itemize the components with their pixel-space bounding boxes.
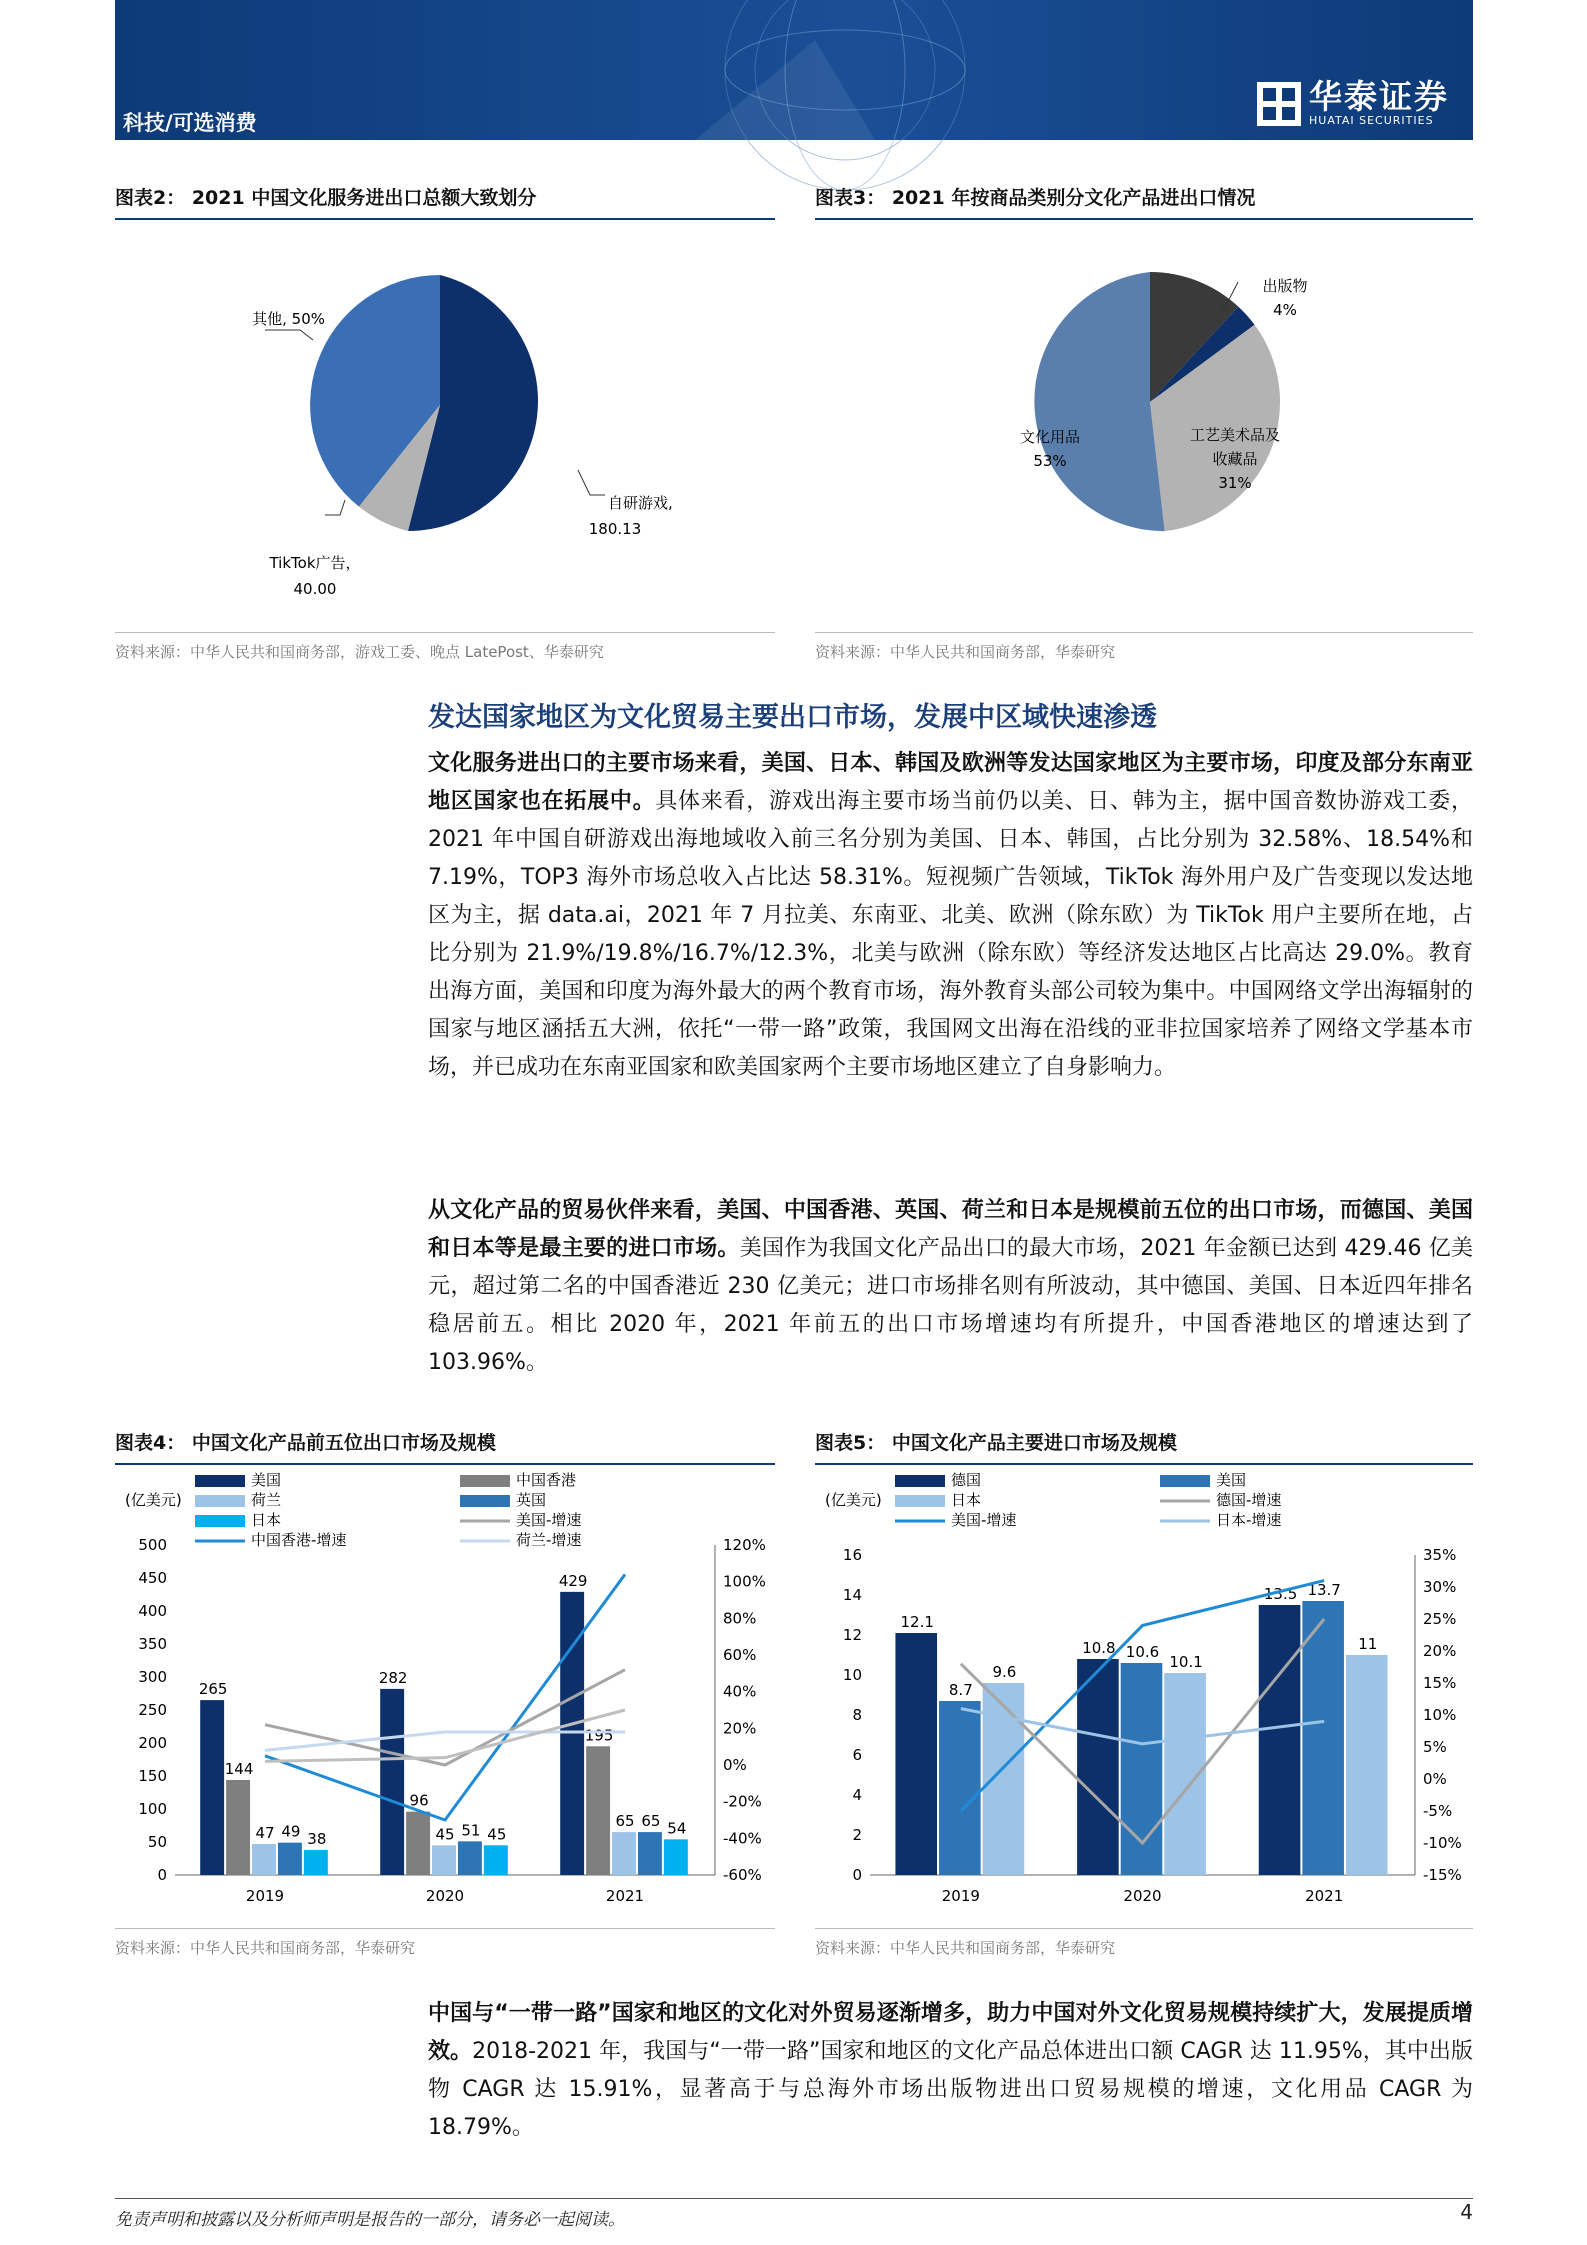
fig5-left-tick: 0 xyxy=(852,1866,862,1884)
paragraph-2-text: 美国作为我国文化产品出口的最大市场，2021 年金额已达到 429.46 亿美元，超过第二名的中国香港近 230 亿美元；进口市场排名则有所波动，其中德国、美国、日本近四年排名稳居前五。相比 2020 年，2021 年前五的出口市场增速均有所提升，中国香港地区的增速达到了 103.96%。 xyxy=(428,1236,1473,1375)
fig3-pct-crafts: 31% xyxy=(1218,474,1252,492)
fig5-right-tick: 20% xyxy=(1423,1642,1457,1660)
fig4-left-tick: 150 xyxy=(138,1767,167,1785)
fig4-bar-label: 144 xyxy=(224,1759,254,1778)
paragraph-3-bold: 中国与“一带一路”国家和地区的文化对外贸易逐渐增多，助力中国对外文化贸易规模持续扩大，发展提质增效。 xyxy=(428,2001,1473,2064)
huatai-logo xyxy=(1257,77,1449,127)
fig2-label-tiktok: TikTok广告， xyxy=(269,554,361,572)
fig3-slice-supplies xyxy=(1034,272,1164,531)
fig5-right-tick: 10% xyxy=(1423,1706,1457,1724)
paragraph-2 xyxy=(428,1192,1473,1382)
fig5-bar-label: 13.7 xyxy=(1307,1581,1341,1599)
fig5-legend-swatch xyxy=(1160,1475,1210,1487)
fig4-bar xyxy=(406,1812,430,1875)
fig4-bar xyxy=(278,1843,302,1875)
fig5-legend-swatch xyxy=(895,1495,945,1507)
paragraph-3 xyxy=(428,1995,1473,2147)
fig4-right-tick: -20% xyxy=(723,1792,762,1811)
fig4-bar-label: 65 xyxy=(641,1812,661,1831)
fig4-bar-label: 49 xyxy=(281,1822,301,1841)
fig4-unit: (亿美元) xyxy=(125,1491,182,1509)
fig2-source: 资料来源：中华人民共和国商务部，游戏工委、晚点 LatePost、华泰研究 xyxy=(115,632,775,662)
fig5-bar-label: 12.1 xyxy=(900,1613,934,1631)
page-number: 4 xyxy=(1460,2200,1473,2224)
fig4-bar-label: 38 xyxy=(307,1829,327,1848)
fig4-left-tick: 350 xyxy=(138,1635,167,1653)
fig5-right-tick: -5% xyxy=(1423,1802,1453,1820)
fig4-bar-label: 429 xyxy=(558,1571,588,1590)
fig4-bar xyxy=(638,1832,662,1875)
fig4-legend-swatch xyxy=(195,1495,245,1507)
fig3-source: 资料来源：中华人民共和国商务部，华泰研究 xyxy=(815,632,1473,662)
fig5-right-tick: 35% xyxy=(1423,1546,1457,1564)
fig4-legend-swatch xyxy=(195,1475,245,1487)
fig4-right-tick: 80% xyxy=(723,1609,757,1628)
fig4-bar xyxy=(612,1832,636,1875)
fig4-category-label: 2020 xyxy=(425,1887,465,1905)
fig5-left-tick: 16 xyxy=(842,1546,862,1564)
fig5-legend-label: 日本-增速 xyxy=(1216,1511,1282,1529)
fig4-legend-label: 英国 xyxy=(516,1491,547,1509)
fig4-bar xyxy=(380,1689,404,1875)
fig4-bar xyxy=(226,1780,250,1875)
fig5-bar xyxy=(895,1633,937,1875)
fig2-value-tiktok: 40.00 xyxy=(293,580,337,598)
fig4-bar xyxy=(252,1844,276,1875)
fig5-legend-label: 德国 xyxy=(951,1471,982,1489)
fig4-bar xyxy=(484,1845,508,1875)
fig4-left-tick: 400 xyxy=(138,1602,167,1620)
fig4-legend-label: 美国-增速 xyxy=(516,1511,582,1529)
paragraph-2-bold: 从文化产品的贸易伙伴来看，美国、中国香港、英国、荷兰和日本是规模前五位的出口市场，而德国、美国和日本等是最主要的进口市场。 xyxy=(428,1198,1473,1261)
fig4-category-label: 2019 xyxy=(245,1887,285,1905)
fig5-bar-label: 10.1 xyxy=(1169,1653,1203,1671)
fig5-category-label: 2020 xyxy=(1123,1887,1162,1905)
fig3-label-crafts: 工艺美术品及 xyxy=(1189,426,1281,444)
fig4-bar xyxy=(458,1841,482,1875)
fig4-bar-label: 47 xyxy=(255,1823,275,1842)
logo-mark-icon xyxy=(1257,82,1301,126)
fig5-left-tick: 6 xyxy=(852,1746,862,1764)
fig5-unit: (亿美元) xyxy=(825,1491,882,1509)
section-title: 发达国家地区为文化贸易主要出口市场，发展中区域快速渗透 xyxy=(428,702,1157,733)
fig5-left-tick: 14 xyxy=(842,1586,862,1604)
sector-label: 科技/可选消费 xyxy=(123,111,257,135)
fig4-bar-label: 45 xyxy=(487,1825,507,1844)
fig4-right-tick: 40% xyxy=(723,1682,757,1701)
fig4-bar-label: 54 xyxy=(667,1819,687,1838)
fig2-title: 图表2： 2021 中国文化服务进出口总额大致划分 xyxy=(115,183,775,220)
fig4-bar-label: 195 xyxy=(584,1726,614,1745)
fig4-right-tick: 120% xyxy=(723,1536,766,1554)
footer-disclaimer: 免责声明和披露以及分析师声明是报告的一部分，请务必一起阅读。 xyxy=(115,2198,1473,2230)
fig5-combo-chart xyxy=(815,1465,1473,1905)
fig4-source: 资料来源：中华人民共和国商务部，华泰研究 xyxy=(115,1928,775,1958)
fig5-legend-label: 德国-增速 xyxy=(1216,1491,1282,1509)
fig5-bar xyxy=(1259,1605,1301,1875)
fig5-bar xyxy=(939,1701,981,1875)
logo-cn: 华泰证券 xyxy=(1309,77,1449,116)
fig4-legend-swatch xyxy=(460,1495,510,1507)
fig5-bar xyxy=(1346,1655,1388,1875)
fig5-source: 资料来源：中华人民共和国商务部，华泰研究 xyxy=(815,1928,1473,1958)
fig4-legend-label: 荷兰-增速 xyxy=(516,1531,582,1549)
fig4-bar xyxy=(586,1746,610,1875)
fig4-bar-label: 51 xyxy=(461,1821,481,1840)
fig4-legend-label: 荷兰 xyxy=(251,1491,282,1509)
fig5-left-tick: 10 xyxy=(842,1666,862,1684)
fig4-bar-label: 282 xyxy=(378,1668,408,1687)
logo-en: HUATAI SECURITIES xyxy=(1309,114,1434,127)
fig5-right-tick: -15% xyxy=(1423,1866,1462,1884)
fig5-bar xyxy=(983,1683,1025,1875)
fig5-category-label: 2021 xyxy=(1305,1887,1344,1905)
fig4-right-tick: 100% xyxy=(723,1572,766,1591)
page-header xyxy=(115,0,1473,140)
fig5-left-tick: 4 xyxy=(852,1786,862,1804)
fig5-bar-label: 9.6 xyxy=(992,1663,1017,1681)
fig4-right-tick: 20% xyxy=(723,1719,757,1738)
fig3-pct-supplies: 53% xyxy=(1033,452,1067,470)
paragraph-1-bold: 文化服务进出口的主要市场来看，美国、日本、韩国及欧洲等发达国家地区为主要市场，印度及部分东南亚地区国家也在拓展中。 xyxy=(428,751,1473,814)
fig5-right-tick: 30% xyxy=(1423,1578,1457,1596)
fig2-value-games: 180.13 xyxy=(588,520,642,538)
fig5-left-tick: 2 xyxy=(852,1826,862,1844)
fig4-left-tick: 450 xyxy=(138,1569,167,1587)
paragraph-1-text: 具体来看，游戏出海主要市场当前仍以美、日、韩为主，据中国音数协游戏工委，2021 年中国自研游戏出海地域收入前三名分别为美国、日本、韩国，占比分别为 32.58%、18.54%和 7.19%，TOP3 海外市场总收入占比达 58.31%。短视频广告领域，TikTok 海外用户及广告变现以发达地区为主，据 data.ai，2021 年 7 月拉美、东南亚、北美、欧洲（除东欧）为 TikTok 用户主要所在地，占比分别为 21.9%/19.8%/16.7%/12.3%，北美与欧洲（除东欧）等经济发达地区占比高达 29.0%。教育出海方面，美国和印度为海外最大的两个教育市场，海外教育头部公司较为集中。中国网络文学出海辐射的国家与地区涵括五大洲，依托“一带一路”政策，我国网文出海在沿线的亚非拉国家培养了网络文学基本市场，并已成功在东南亚国家和欧美国家两个主要市场地区建立了自身影响力。 xyxy=(428,789,1473,1080)
fig5-category-label: 2019 xyxy=(941,1887,980,1905)
fig5-legend-label: 美国-增速 xyxy=(951,1511,1017,1529)
fig4-category-label: 2021 xyxy=(605,1887,645,1905)
fig4-right-tick: -60% xyxy=(723,1866,762,1884)
fig5-right-tick: 5% xyxy=(1423,1738,1447,1756)
fig5-bar xyxy=(1077,1659,1119,1875)
fig5-legend-swatch xyxy=(895,1475,945,1487)
fig4-legend-swatch xyxy=(460,1475,510,1487)
fig4-bar xyxy=(304,1850,328,1875)
fig5-right-tick: -10% xyxy=(1423,1834,1462,1852)
fig4-bar xyxy=(200,1700,224,1875)
fig5-left-tick: 8 xyxy=(852,1706,862,1724)
fig3-pct-publications: 4% xyxy=(1273,301,1297,319)
fig4-right-tick: -40% xyxy=(723,1829,762,1848)
fig5-bar-label: 8.7 xyxy=(948,1681,973,1699)
fig5-title: 图表5： 中国文化产品主要进口市场及规模 xyxy=(815,1428,1473,1465)
fig5-bar xyxy=(1302,1601,1344,1875)
fig4-left-tick: 500 xyxy=(138,1536,167,1554)
fig5-legend-label: 美国 xyxy=(1216,1471,1247,1489)
fig3-label-publications: 出版物 xyxy=(1262,277,1308,295)
fig4-left-tick: 0 xyxy=(157,1866,167,1884)
fig5-legend-label: 日本 xyxy=(951,1491,982,1509)
fig5-bar-label: 13.5 xyxy=(1263,1585,1298,1603)
fig3-pie-chart xyxy=(815,220,1473,625)
fig3-title: 图表3： 2021 年按商品类别分文化产品进出口情况 xyxy=(815,183,1473,220)
fig4-right-tick: 60% xyxy=(723,1646,757,1664)
fig4-bar-label: 265 xyxy=(198,1680,228,1699)
fig5-right-tick: 0% xyxy=(1423,1770,1447,1788)
fig2-pie-chart xyxy=(115,220,775,625)
fig5-right-tick: 25% xyxy=(1423,1610,1457,1628)
fig5-bar-label: 10.6 xyxy=(1125,1643,1160,1661)
fig4-legend-label: 美国 xyxy=(251,1471,282,1489)
fig4-left-tick: 250 xyxy=(138,1701,167,1719)
fig4-legend-swatch xyxy=(195,1515,245,1527)
fig3-label-crafts-2: 收藏品 xyxy=(1212,450,1258,468)
fig4-bar-label: 45 xyxy=(435,1825,455,1844)
fig4-bar xyxy=(432,1845,456,1875)
paragraph-3-text: 2018-2021 年，我国与“一带一路”国家和地区的文化产品总体进出口额 CAGR 达 11.95%，其中出版物 CAGR 达 15.91%，显著高于与总海外市场出版物进出口贸易规模的增速，文化用品 CAGR 为 18.79%。 xyxy=(428,2039,1473,2140)
fig4-legend-label: 日本 xyxy=(251,1511,282,1529)
fig5-right-tick: 15% xyxy=(1423,1674,1457,1692)
fig4-left-tick: 50 xyxy=(147,1833,167,1851)
paragraph-1 xyxy=(428,745,1473,1087)
fig4-title: 图表4： 中国文化产品前五位出口市场及规模 xyxy=(115,1428,775,1465)
fig2-label-games: 自研游戏, xyxy=(608,494,673,512)
fig4-bar xyxy=(664,1839,688,1875)
fig4-bar-label: 65 xyxy=(615,1812,635,1831)
fig4-legend-label: 中国香港-增速 xyxy=(251,1531,347,1549)
fig4-bar-label: 96 xyxy=(409,1791,429,1810)
fig5-bar-label: 10.8 xyxy=(1082,1639,1116,1657)
fig3-label-supplies: 文化用品 xyxy=(1019,428,1081,446)
fig2-label-other: 其他, 50% xyxy=(252,310,325,328)
fig4-left-tick: 200 xyxy=(138,1734,167,1752)
fig4-left-tick: 300 xyxy=(138,1668,167,1686)
fig4-left-tick: 100 xyxy=(138,1800,167,1818)
fig4-right-tick: 0% xyxy=(723,1756,747,1774)
fig4-legend-label: 中国香港 xyxy=(516,1471,577,1489)
fig5-bar-label: 11 xyxy=(1358,1635,1378,1653)
fig4-combo-chart xyxy=(115,1465,775,1905)
fig5-left-tick: 12 xyxy=(842,1626,862,1644)
